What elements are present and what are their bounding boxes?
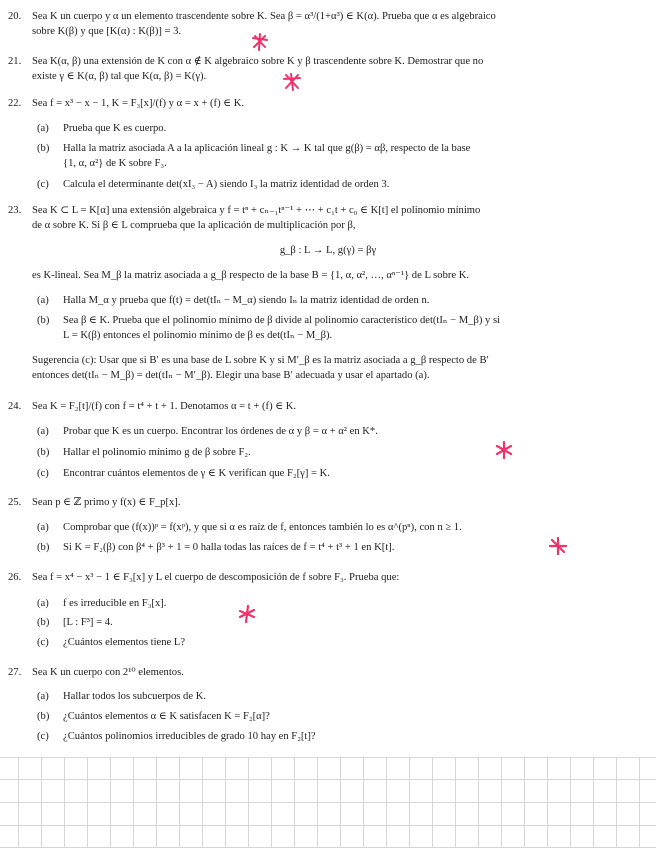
problem-text: Sea K un cuerpo y α un elemento trascendente sobre K. Sea β = α³/(1+α³) ∈ K(α). Prueba que α es algebraico <box>32 11 496 22</box>
problem-21 <box>0 55 656 69</box>
problem-24 <box>0 400 656 414</box>
problem-text: existe γ ∈ K(α, β) tal que K(α, β) = K(γ). <box>32 71 207 82</box>
problem-number: 25. <box>8 497 22 508</box>
item-label: (a) <box>37 691 49 702</box>
item-text: Comprobar que (f(x))ᵖ = f(xᵖ), y que si α es raíz de f, entonces también lo es α^(pⁿ), con n ≥ 1. <box>63 522 462 533</box>
problem-text: es K-lineal. Sea M_β la matriz asociada a g_β respecto de la base B = {1, α, α², …, αⁿ⁻¹} de L sobre K. <box>32 270 470 281</box>
item-label: (c) <box>37 637 49 648</box>
item-label: (c) <box>37 179 49 190</box>
display-formula: g_β : L → L, g(γ) = βγ <box>279 245 377 256</box>
item-label: (b) <box>37 315 50 326</box>
item-label: (b) <box>37 447 50 458</box>
hint-text: Sugerencia (c): Usar que si B′ es una base de L sobre K y si M′_β es la matriz asociada a g_β respecto de B′ <box>32 355 489 366</box>
item-text: Prueba que K es cuerpo. <box>63 123 167 134</box>
item-text: Halla la matriz asociada A a la aplicación lineal g : K → K tal que g(β) = αβ, respecto de la base <box>63 143 471 154</box>
problem-27 <box>0 666 656 680</box>
item-text: [L : F³] = 4. <box>63 617 113 628</box>
item-label: (a) <box>37 426 49 437</box>
asterisk-mark <box>548 536 568 556</box>
item-label: (a) <box>37 522 49 533</box>
item-text: {1, α, α²} de K sobre F₃. <box>63 158 167 169</box>
problem-number: 22. <box>8 98 22 109</box>
item-text: ¿Cuántos elementos tiene L? <box>63 637 186 648</box>
problem-number: 20. <box>8 11 22 22</box>
item-label: (a) <box>37 295 49 306</box>
item-label: (b) <box>37 143 50 154</box>
problem-25 <box>0 496 656 510</box>
problem-number: 24. <box>8 401 22 412</box>
item-text: ¿Cuántos polinomios irreducibles de grado 10 hay en F₂[t]? <box>63 731 316 742</box>
item-label: (b) <box>37 542 50 553</box>
problem-number: 23. <box>8 205 22 216</box>
problem-text: Sea K ⊂ L = K[α] una extensión algebraica y f = tⁿ + cₙ₋₁tⁿ⁻¹ + ⋯ + c₁t + c₀ ∈ K[t] el polinomio mínimo <box>32 205 481 216</box>
star-mark <box>282 72 302 92</box>
problem-22 <box>0 97 656 111</box>
item-label: (b) <box>37 711 50 722</box>
item-label: (a) <box>37 123 49 134</box>
problem-text: Sean p ∈ ℤ primo y f(x) ∈ F_p[x]. <box>32 497 181 508</box>
item-label: (c) <box>37 468 49 479</box>
problem-number: 21. <box>8 56 22 67</box>
problem-text: Sea K(α, β) una extensión de K con α ∉ K algebraico sobre K y β trascendente sobre K. Demostrar que no <box>32 56 484 67</box>
problem-text: sobre K(β) y que [K(α) : K(β)] = 3. <box>32 26 182 37</box>
problem-text: Sea K un cuerpo con 2¹⁰ elementos. <box>32 667 184 678</box>
problem-text: Sea K = F₂[t]/(f) con f = t⁴ + t + 1. Denotamos α = t + (f) ∈ K. <box>32 401 297 412</box>
problem-20 <box>0 10 656 24</box>
problem-23 <box>0 204 656 218</box>
item-text: Hallar el polinomio mínimo g de β sobre F₂. <box>63 447 251 458</box>
item-text: Sea β ∈ K. Prueba que el polinomio mínimo de β divide al polinomio característico det(tIₙ − M_β) y si <box>63 315 501 326</box>
item-text: Probar que K es un cuerpo. Encontrar los órdenes de α y β = α + α² en K*. <box>63 426 378 437</box>
problem-text: Sea f = x⁴ − x³ − 1 ∈ F₃[x] y L el cuerpo de descomposición de f sobre F₃. Prueba que: <box>32 572 400 583</box>
item-text: Si K = F₂(β) con β⁴ + β³ + 1 = 0 halla todas las raíces de f = t⁴ + t³ + 1 en K[t]. <box>63 542 395 553</box>
problem-number: 26. <box>8 572 22 583</box>
item-text: Calcula el determinante det(xI₃ − A) siendo I₃ la matriz identidad de orden 3. <box>63 179 390 190</box>
item-label: (a) <box>37 598 49 609</box>
item-label: (b) <box>37 617 50 628</box>
problem-26 <box>0 571 656 585</box>
item-text: Halla M_α y prueba que f(t) = det(tIₙ − M_α) siendo Iₙ la matriz identidad de orden n. <box>63 295 430 306</box>
item-text: Hallar todos los subcuerpos de K. <box>63 691 206 702</box>
item-text: f es irreducible en F₃[x]. <box>63 598 167 609</box>
asterisk-mark <box>237 604 257 624</box>
problem-text: Sea f = x³ − x − 1, K = F₃[x]/(f) y α = x + (f) ∈ K. <box>32 98 245 109</box>
star-mark <box>250 32 270 52</box>
problem-number: 27. <box>8 667 22 678</box>
notebook-grid <box>0 757 656 848</box>
item-text: Encontrar cuántos elementos de γ ∈ K verifican que F₂[γ] = K. <box>63 468 330 479</box>
hint-text: entonces det(tIₙ − M_β) = det(tIₙ − M′_β). Elegir una base B′ adecuada y usar el apartado (a). <box>32 370 430 381</box>
item-label: (c) <box>37 731 49 742</box>
item-text: ¿Cuántos elementos α ∈ K satisfacen K = F₂[α]? <box>63 711 270 722</box>
asterisk-mark <box>494 440 514 460</box>
problem-text: de α sobre K. Si β ∈ L comprueba que la aplicación de multiplicación por β, <box>32 220 356 231</box>
item-text: L = K(β) entonces el polinomio mínimo de β es det(tIₙ − M_β). <box>63 330 333 341</box>
